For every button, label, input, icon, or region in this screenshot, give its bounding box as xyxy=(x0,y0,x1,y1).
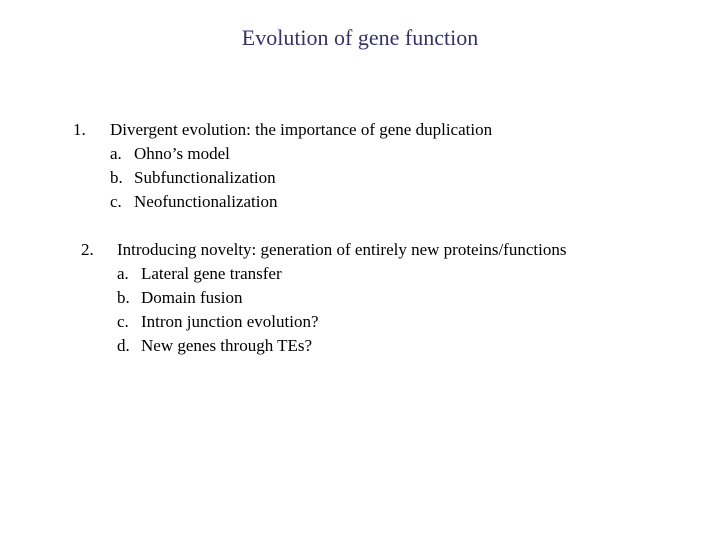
list-item-text: Intron junction evolution? xyxy=(141,312,319,331)
list-item-marker: c. xyxy=(117,312,129,331)
list-item xyxy=(110,166,276,190)
list-item-marker: c. xyxy=(110,192,122,211)
list-item xyxy=(117,262,282,286)
list-item-marker: b. xyxy=(117,288,130,307)
list-item xyxy=(117,334,312,358)
slide-title: Evolution of gene function xyxy=(241,25,479,50)
section-number: 2. xyxy=(81,240,94,259)
list-item-marker: a. xyxy=(117,264,129,283)
section-number: 1. xyxy=(73,120,86,139)
list-item-text: New genes through TEs? xyxy=(141,336,313,355)
list-item-text: Subfunctionalization xyxy=(134,168,276,187)
section-heading: Divergent evolution: the importance of gene duplication xyxy=(110,120,493,139)
section-heading: Introducing novelty: generation of entirely new proteins/functions xyxy=(117,240,567,259)
list-item xyxy=(110,190,278,214)
list-item xyxy=(117,310,319,334)
list-item-text: Lateral gene transfer xyxy=(141,264,282,283)
list-item xyxy=(117,286,243,310)
list-item-text: Ohno’s model xyxy=(134,144,230,163)
list-item-text: Neofunctionalization xyxy=(134,192,278,211)
list-item-marker: b. xyxy=(110,168,123,187)
list-item xyxy=(110,142,230,166)
list-item-marker: a. xyxy=(110,144,122,163)
list-item-text: Domain fusion xyxy=(141,288,243,307)
list-item-marker: d. xyxy=(117,336,130,355)
